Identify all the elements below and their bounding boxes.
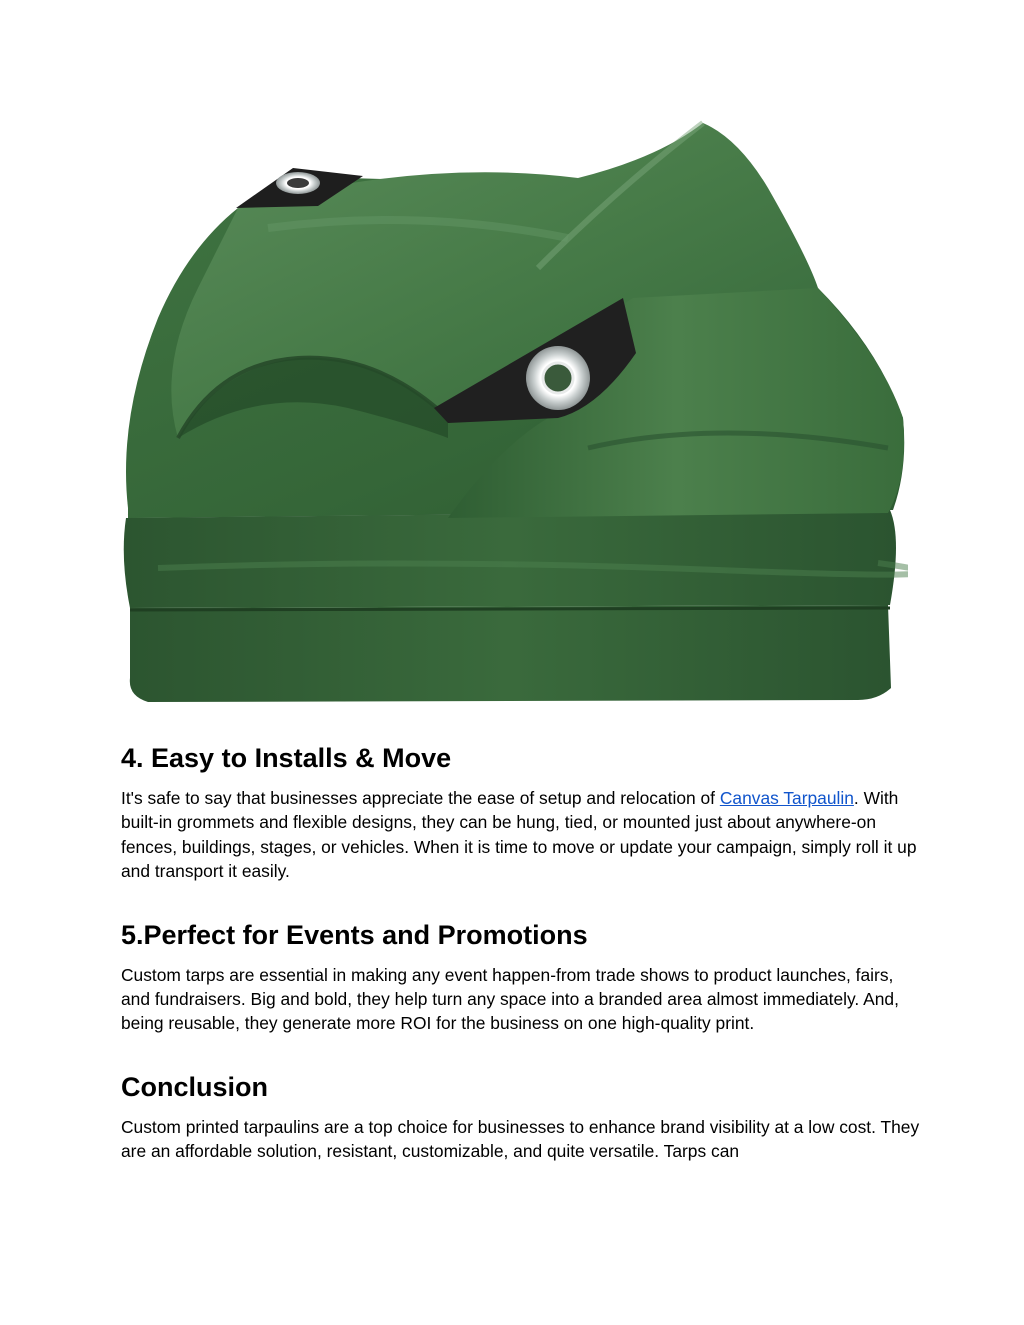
paragraph-text-end: . With built-in grommets and flexible designs, they can be hung, tied, or mounted just about anywhere-on fences, buildings, stages, or vehicles. When it is time to move or update your campaign, simply roll it up and transport it easily. — [121, 788, 917, 882]
paragraph-text-start: It's safe to say that businesses appreciate the ease of setup and relocation of — [121, 788, 720, 808]
article-body — [121, 740, 921, 1164]
section-heading: 5.Perfect for Events and Promotions — [121, 919, 588, 950]
section-conclusion — [121, 1069, 921, 1164]
section-paragraph — [121, 786, 921, 884]
tarpaulin-photo — [118, 118, 908, 708]
section-heading: 4. Easy to Installs & Move — [121, 743, 452, 773]
section-paragraph: Custom tarps are essential in making any event happen-from trade shows to product launches, fairs, and fundraisers. Big and bold, they help turn any space into a branded area almost immediately. And, being reusable, they generate more ROI for the business on one high-quality print. — [121, 964, 899, 1034]
section-easy-to-install — [121, 740, 921, 884]
section-paragraph: Custom printed tarpaulins are a top choice for businesses to enhance brand visibility at a low cost. They are an affordable solution, resistant, customizable, and quite versatile. Tarps can — [121, 1116, 920, 1162]
section-heading: Conclusion — [121, 1071, 268, 1102]
section-events-promotions — [121, 917, 921, 1036]
canvas-tarpaulin-link[interactable]: Canvas Tarpaulin — [719, 788, 854, 808]
